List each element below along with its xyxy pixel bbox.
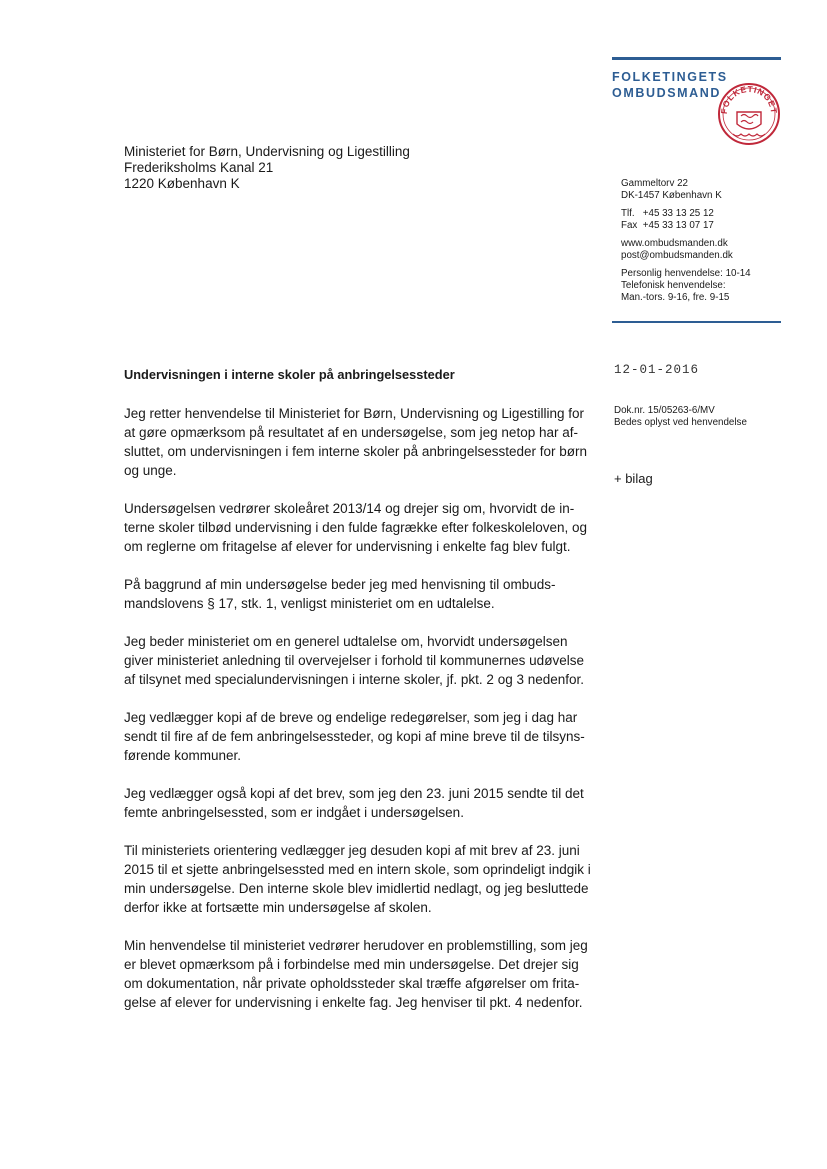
contact-website: www.ombudsmanden.dk (621, 238, 728, 249)
letter-date: 12-01-2016 (614, 363, 700, 377)
paragraph-line: 2015 til et sjette anbringelsessted med en intern skole, som oprindeligt indgik i (124, 862, 591, 877)
paragraph-line: sendt til fire af de fem anbringelsessteder, og kopi af mine breve til de tilsyns- (124, 729, 585, 744)
paragraph (124, 784, 592, 822)
paragraph-line: Min henvendelse til ministeriet vedrører herudover en problemstilling, som jeg (124, 938, 588, 953)
recipient-street: Frederiksholms Kanal 21 (124, 160, 274, 175)
paragraph-line: om reglerne om fritagelse af elever for undervisning i enkelte fag blev fulgt. (124, 539, 571, 554)
letter-body (124, 404, 592, 1012)
paragraph-line: og unge. (124, 463, 177, 478)
paragraph-line: Til ministeriets orientering vedlægger jeg desuden kopi af mit brev af 23. juni (124, 843, 580, 858)
paragraph-line: førende kommuner. (124, 748, 242, 763)
header-rule-bottom (612, 321, 781, 323)
paragraph-line: om dokumentation, når private opholdssteder skal træffe afgørelser om frita- (124, 976, 580, 991)
paragraph-line: derfor ikke at fortsætte min undersøgelse af skolen. (124, 900, 432, 915)
paragraph-line: er blevet opmærksom på i forbindelse med min undersøgelse. Det drejer sig (124, 957, 579, 972)
paragraph-line: gelse af elever for undervisning i enkelte fag. Jeg henviser til pkt. 4 nedenfor. (124, 995, 583, 1010)
header-rule-top (612, 57, 781, 60)
paragraph (124, 575, 592, 613)
paragraph-line: Jeg retter henvendelse til Ministeriet for Børn, Undervisning og Ligestilling for (124, 406, 584, 421)
document-number-note: Bedes oplyst ved henvendelse (614, 417, 747, 428)
document-reference (614, 405, 747, 429)
paragraph-line: femte anbringelsessted, som er indgået i undersøgelsen. (124, 805, 464, 820)
contact-address-street: Gammeltorv 22 (621, 178, 688, 189)
paragraph (124, 404, 592, 480)
parliament-seal-icon (717, 82, 781, 146)
paragraph (124, 499, 592, 556)
paragraph-line: giver ministeriet anledning til overvejelser i forhold til kommunernes udøvelse (124, 653, 584, 668)
org-name-line2: OMBUDSMAND (612, 86, 722, 100)
letter-subject: Undervisningen i interne skoler på anbringelsessteder (124, 367, 455, 382)
contact-address-city: DK-1457 København K (621, 190, 722, 201)
paragraph-line: mandslovens § 17, stk. 1, venligst ministeriet om en udtalelse. (124, 596, 495, 611)
contact-hours-phone: Man.-tors. 9-16, fre. 9-15 (621, 292, 730, 303)
paragraph-line: Jeg vedlægger kopi af de breve og endelige redegørelser, som jeg i dag har (124, 710, 578, 725)
paragraph-line: sluttet, om undervisningen i fem interne skoler på anbringelsessteder for børn (124, 444, 587, 459)
seal-text: FOLKETINGET (718, 83, 780, 115)
paragraph-line: Undersøgelsen vedrører skoleåret 2013/14 og drejer sig om, hvorvidt de in- (124, 501, 575, 516)
paragraph (124, 708, 592, 765)
contact-hours-personal: Personlig henvendelse: 10-14 (621, 268, 751, 279)
paragraph-line: Jeg vedlægger også kopi af det brev, som jeg den 23. juni 2015 sendte til det (124, 786, 584, 801)
paragraph-line: min undersøgelse. Den interne skole blev imidlertid nedlagt, og jeg besluttede (124, 881, 589, 896)
contact-info (621, 178, 781, 310)
paragraph-line: at gøre opmærksom på resultatet af en undersøgelse, som jeg netop har af- (124, 425, 578, 440)
paragraph (124, 632, 592, 689)
contact-hours-phone-label: Telefonisk henvendelse: (621, 280, 726, 291)
attachment-note: + bilag (614, 471, 653, 486)
document-number: Dok.nr. 15/05263-6/MV (614, 405, 715, 416)
recipient-address (124, 144, 410, 192)
recipient-name: Ministeriet for Børn, Undervisning og Ligestilling (124, 144, 410, 159)
contact-email: post@ombudsmanden.dk (621, 250, 733, 261)
org-name-line1: FOLKETINGETS (612, 70, 728, 84)
paragraph-line: af tilsynet med specialundervisningen i interne skoler, jf. pkt. 2 og 3 nedenfor. (124, 672, 585, 687)
paragraph-line: Jeg beder ministeriet om en generel udtalelse om, hvorvidt undersøgelsen (124, 634, 568, 649)
paragraph (124, 936, 592, 1012)
paragraph (124, 841, 592, 917)
recipient-city: 1220 København K (124, 176, 240, 191)
organization-logo (612, 69, 728, 101)
contact-fax: Fax +45 33 13 07 17 (621, 220, 714, 231)
paragraph-line: På baggrund af min undersøgelse beder jeg med henvisning til ombuds- (124, 577, 556, 592)
contact-phone: Tlf. +45 33 13 25 12 (621, 208, 714, 219)
paragraph-line: terne skoler tilbød undervisning i den fulde fagrække efter folkeskoleloven, og (124, 520, 588, 535)
